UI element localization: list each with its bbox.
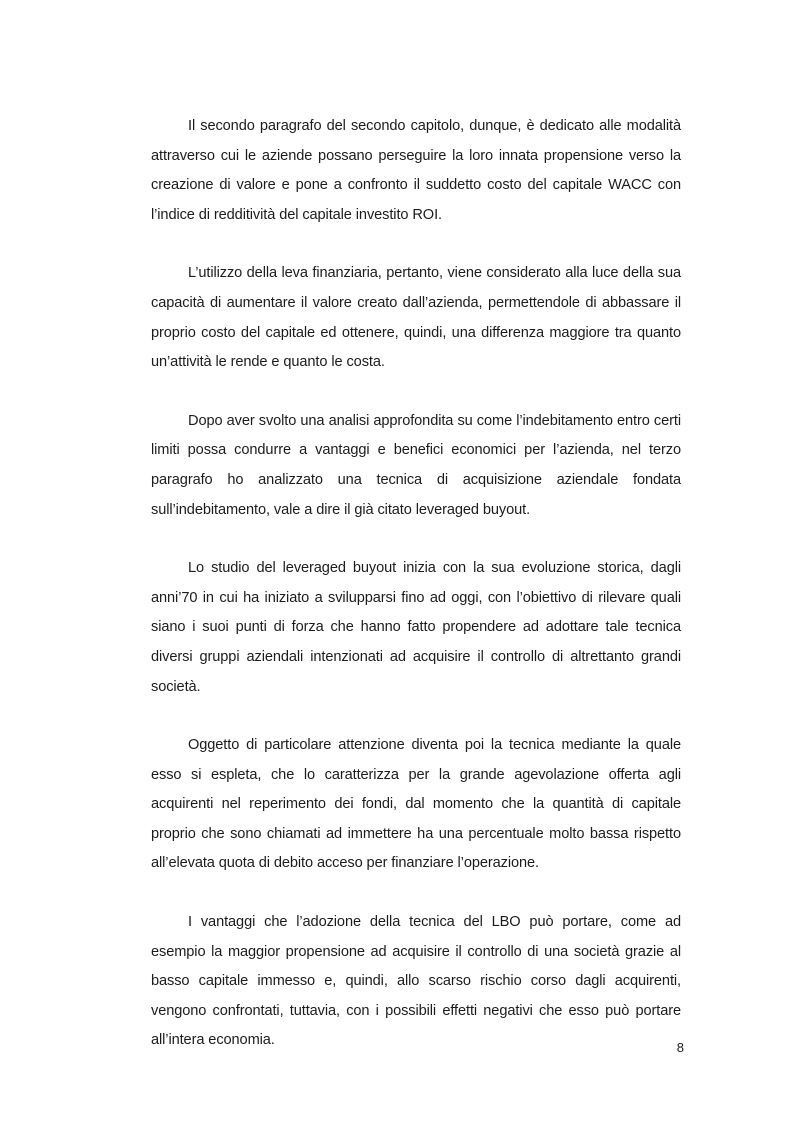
paragraph: I vantaggi che l’adozione della tecnica del LBO può portare, come ad esempio la maggior propensione ad acquisire il controllo di una società grazie al basso capitale immesso e, quindi, allo scarso rischio corso dagli acquirenti, vengono confrontati, tuttavia, con i possibili effetti negativi che esso può portare all’intera economia. — [151, 914, 681, 1049]
paragraph: L’utilizzo della leva finanziaria, pertanto, viene considerato alla luce della sua capacità di aumentare il valore creato dall’azienda, permettendole di abbassare il proprio costo del capitale ed ottenere, quindi, una differenza maggiore tra quanto un’attività le rende e quanto le costa. — [151, 265, 681, 371]
paragraph: Lo studio del leveraged buyout inizia con la sua evoluzione storica, dagli anni’70 in cui ha iniziato a svilupparsi fino ad oggi, con l’obiettivo di rilevare quali siano i suoi punti di forza che hanno fatto propendere ad adottare tale tecnica diversi gruppi aziendali intenzionati ad acquisire il controllo di altrettanto grandi società. — [151, 560, 681, 695]
paragraph: Il secondo paragrafo del secondo capitolo, dunque, è dedicato alle modalità attraverso cui le aziende possano perseguire la loro innata propensione verso la creazione di valore e pone a confronto il suddetto costo del capitale WACC con l’indice di redditività del capitale investito ROI. — [151, 118, 681, 223]
page-body — [151, 112, 681, 1085]
paragraph: Oggetto di particolare attenzione diventa poi la tecnica mediante la quale esso si espleta, che lo caratterizza per la grande agevolazione offerta agli acquirenti nel reperimento dei fondi, dal momento che la quantità di capitale proprio che sono chiamati ad immettere ha una percentuale molto bassa rispetto all’elevata quota di debito acceso per finanziare l’operazione. — [151, 737, 681, 872]
paragraph: Dopo aver svolto una analisi approfondita su come l’indebitamento entro certi limiti possa condurre a vantaggi e benefici economici per l’azienda, nel terzo paragrafo ho analizzato una tecnica di acquisizione aziendale fondata sull’indebitamento, vale a dire il già citato leveraged buyout. — [151, 412, 681, 518]
page-number: 8 — [676, 1040, 684, 1055]
